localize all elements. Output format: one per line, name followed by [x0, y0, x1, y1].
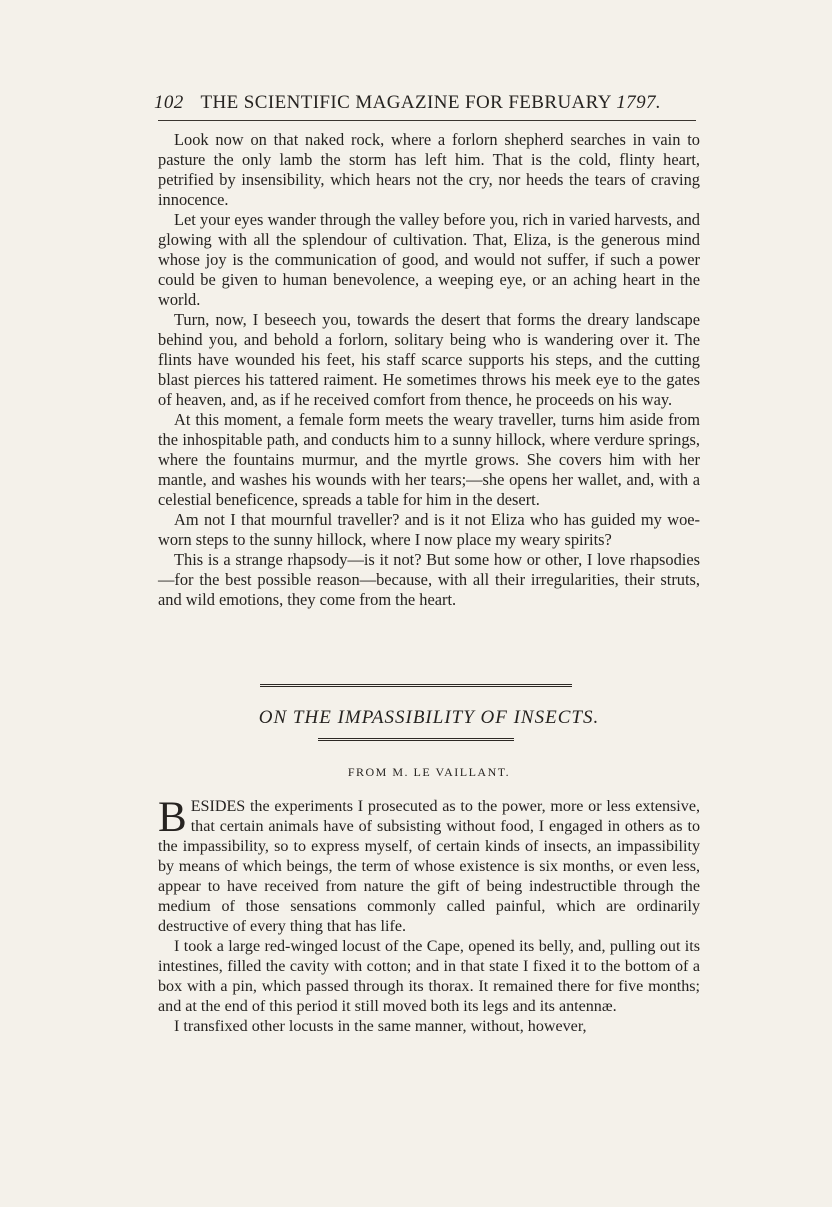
paragraph: Let your eyes wander through the valley before you, rich in varied harvests, and glowing with all the splendour of cultivation. That, Eliza, is the generous mind whose joy is the communication of good, and would not suffer, if such a power could be given to human benevolence, a weeping eye, or an aching heart in the world. — [158, 210, 700, 309]
running-title: THE SCIENTIFIC MAGAZINE FOR FEBRUARY — [200, 92, 612, 113]
article-title: ON THE IMPASSIBILITY OF INSECTS. — [258, 707, 600, 728]
section-divider — [260, 684, 572, 687]
header-rule — [158, 120, 696, 121]
paragraph: I took a large red-winged locust of the Cape, opened its belly, and, pulling out its intestines, filled the cavity with cotton; and in that state I fixed it to the bottom of a box with a pin, which passed through its thorax. It remained there for five months; and at the end of this period it still moved both its legs and its antennæ. — [158, 938, 700, 1015]
page-number: 102 — [154, 92, 184, 113]
first-paragraph-text: ESIDES the experiments I prosecuted as to the power, more or less extensive, that certain animals have of subsisting without food, I engaged in others as to the impassibility, so to express myself, of certain kinds of insects, an impassibility by means of which beings, the term of whose existence is six months, or even less, appear to have received from nature the gift of being indestructible through the medium of those sensations commonly called painful, which are ordinarily destructive of every thing that has life. — [158, 798, 700, 935]
paragraph: Turn, now, I beseech you, towards the desert that forms the dreary landscape behind you, and behold a forlorn, solitary being who is wandering over it. The flints have wounded his feet, his staff scarce supports his steps, and the cutting blast pierces his tattered raiment. He sometimes throws his meek eye to the gates of heaven, and, as if he received comfort from thence, he proceeds on his way. — [158, 310, 700, 409]
paragraph: Look now on that naked rock, where a forlorn shepherd searches in vain to pasture the only lamb the storm has left him. That is the cold, flinty heart, petrified by insensibility, which hears not the cry, nor heeds the tears of craving innocence. — [158, 130, 700, 209]
paragraph: At this moment, a female form meets the weary traveller, turns him aside from the inhospitable path, and conducts him to a sunny hillock, where verdure springs, where the fountains murmur, and the myrtle grows. She covers him with her mantle, and washes his wounds with her tears;—she opens her wallet, and, with a celestial beneficence, spreads a table for him in the desert. — [158, 410, 700, 509]
title-rule — [318, 738, 514, 741]
article-source: FROM M. LE VAILLANT. — [347, 765, 511, 779]
article-two-body — [158, 794, 700, 1037]
paragraph: I transfixed other locusts in the same manner, without, however, — [174, 1018, 587, 1035]
paragraph: This is a strange rhapsody—is it not? But some how or other, I love rhapsodies—for the best possible reason—because, with all their irregularities, their struts, and wild emotions, they come from the heart. — [158, 550, 700, 609]
running-title-year: 1797. — [616, 92, 662, 113]
article-one-body — [158, 130, 700, 610]
running-head — [154, 92, 694, 114]
first-paragraph — [158, 794, 700, 937]
paragraph: Am not I that mournful traveller? and is it not Eliza who has guided my woe-worn steps to the sunny hillock, where I now place my weary spirits? — [158, 510, 700, 549]
drop-cap: B — [158, 794, 187, 841]
